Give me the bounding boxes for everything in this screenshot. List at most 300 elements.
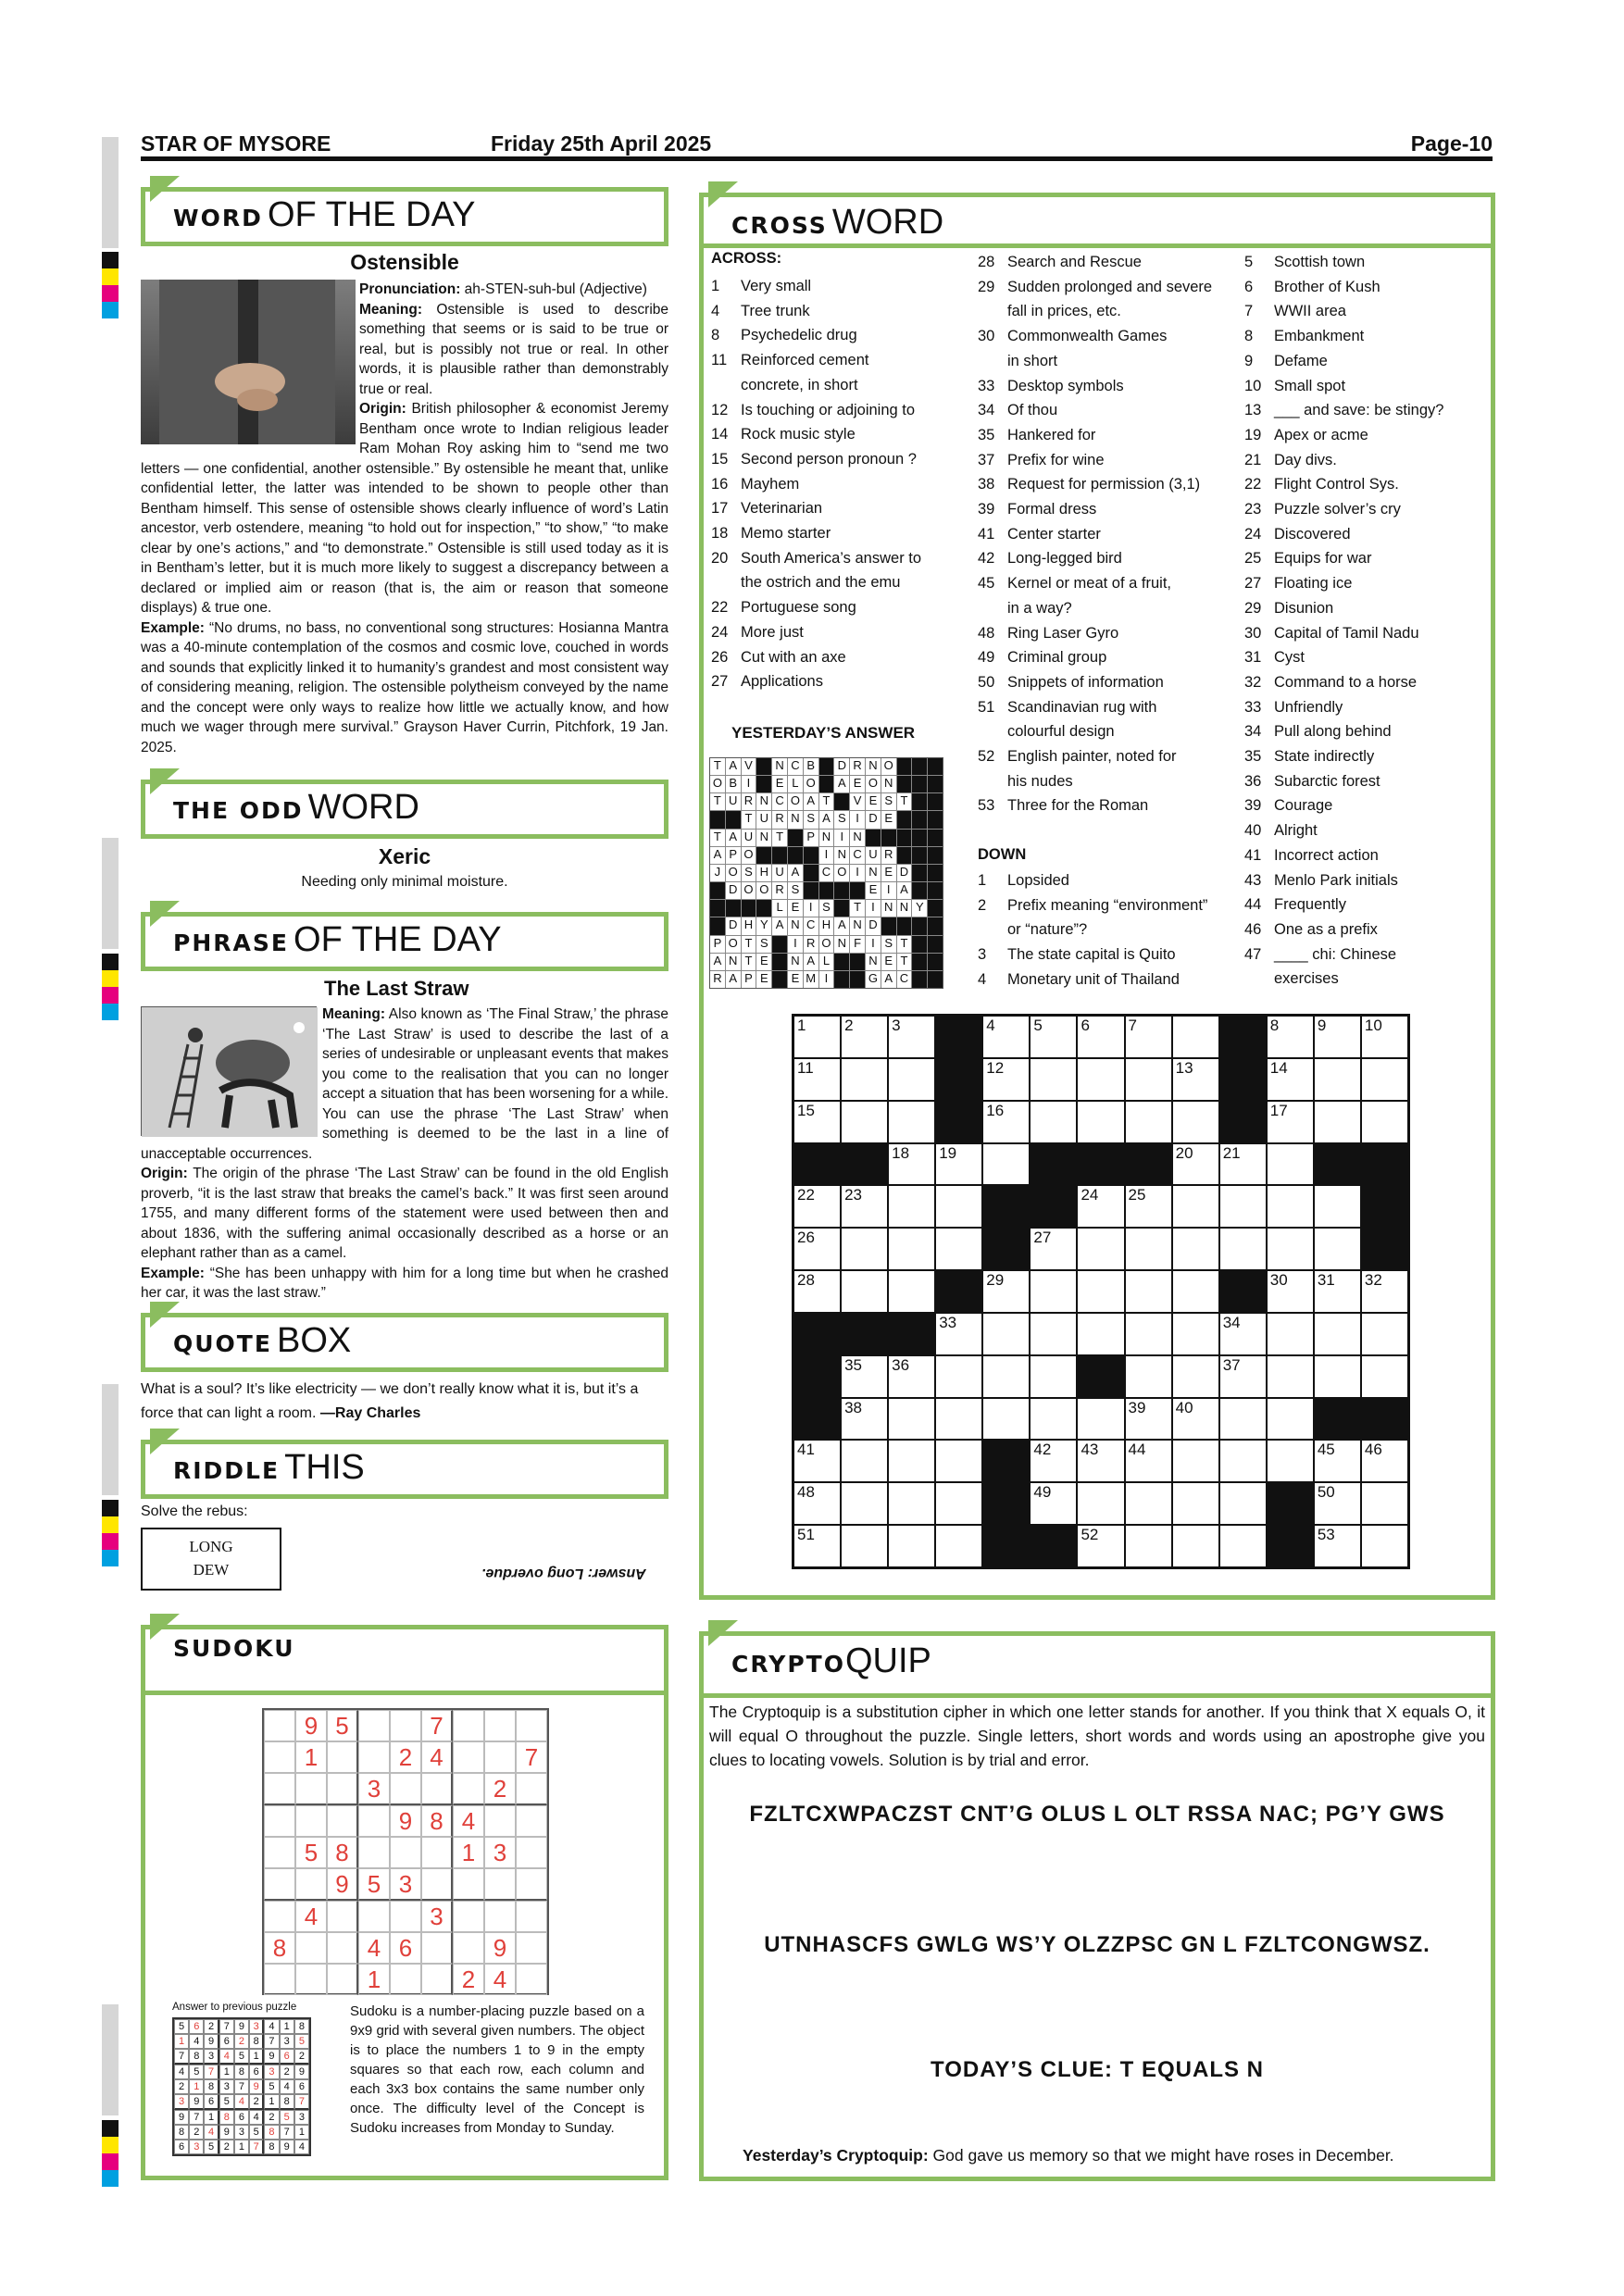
answer-cell [928,954,943,970]
crossword-cell[interactable] [936,1356,981,1397]
crossword-cell[interactable] [1315,1102,1360,1142]
answer-cell: 2 [204,2019,219,2034]
crossword-cell[interactable] [983,1399,1029,1440]
answer-cell: 7 [174,2049,189,2065]
crossword-cell[interactable] [1315,1229,1360,1269]
sudoku-cell[interactable]: 3 [484,1837,516,1868]
answer-cell: A [804,954,818,970]
sudoku-cell[interactable]: 5 [295,1837,327,1868]
sudoku-cell[interactable] [516,1932,547,1964]
crossword-cell[interactable] [983,1144,1029,1185]
answer-cell: T [897,936,912,953]
answer-cell: 9 [204,2034,219,2049]
sudoku-cell[interactable] [295,1773,327,1805]
sudoku-cell[interactable]: 1 [295,1741,327,1773]
crossword-cell[interactable] [1268,1399,1313,1440]
crossword-cell[interactable] [1315,1483,1360,1524]
clue-item: 7 WWII area [1244,303,1346,320]
quote-text: What is a soul? It’s like electricity — we don’t really know what it is, but it’s a force that can light a room. —Ray Charles [141,1381,639,1421]
sudoku-cell[interactable]: 3 [390,1868,421,1901]
crossword-cell[interactable] [1268,1186,1313,1227]
answer-cell: N [788,954,803,970]
sudoku-cell[interactable]: 1 [453,1837,484,1868]
crossword-cell[interactable] [1362,1483,1407,1524]
crossword-cell[interactable] [936,1314,981,1354]
answer-cell: 6 [204,2094,219,2110]
crossword-cell[interactable] [889,1186,934,1227]
odd-word: Xeric [378,844,431,868]
sudoku-cell[interactable] [295,1805,327,1837]
crossword-cell[interactable] [1268,1441,1313,1481]
crossword-cell[interactable] [842,1399,887,1440]
crossword-cell[interactable] [1078,1186,1123,1227]
sudoku-cell[interactable] [484,1710,516,1741]
answer-cell: 5 [264,2079,279,2094]
crossword-cell[interactable] [889,1441,934,1481]
crossword-cell[interactable] [842,1017,887,1057]
crossword-cell[interactable] [1031,1356,1076,1397]
sudoku-cell[interactable] [358,1741,390,1773]
sudoku-cell[interactable] [390,1837,421,1868]
answer-cell: B [804,758,818,775]
crossword-cell[interactable] [1268,1314,1313,1354]
crossword-cell[interactable] [1173,1102,1218,1142]
answer-cell: E [881,865,896,881]
crossword-cell[interactable] [936,1441,981,1481]
answer-cell: A [726,758,741,775]
sudoku-cell[interactable] [295,1868,327,1901]
crossword-cell[interactable] [1031,1102,1076,1142]
crossword-cell[interactable] [1078,1229,1123,1269]
sudoku-cell[interactable] [295,1964,327,1995]
answer-cell: 1 [294,2125,309,2140]
answer-cell: D [834,758,849,775]
crossword-cell[interactable] [1126,1483,1171,1524]
answer-cell: 1 [249,2049,264,2065]
crossword-cell[interactable] [842,1483,887,1524]
crossword-cell[interactable] [983,1017,1029,1057]
sudoku-cell[interactable] [327,1932,358,1964]
sudoku-cell[interactable] [358,1805,390,1837]
crossword-cell[interactable] [794,1017,840,1057]
clue-item: 28 Search and Rescue [978,254,1142,270]
clue-item: colourful design [1007,723,1115,741]
crossword-cell[interactable] [1173,1526,1218,1566]
clue-number: 31 [1317,1271,1335,1290]
sudoku-cell[interactable]: 4 [484,1964,516,1995]
sudoku-cell[interactable] [327,1901,358,1932]
sudoku-cell[interactable] [516,1805,547,1837]
crossword-cell[interactable] [1031,1441,1076,1481]
sudoku-cell[interactable]: 6 [390,1932,421,1964]
answer-cell: I [850,865,865,881]
crossword-cell[interactable] [1315,1186,1360,1227]
sudoku-cell[interactable] [264,1805,295,1837]
answer-cell: O [726,865,741,881]
crossword-cell[interactable] [936,1526,981,1566]
crossword-cell[interactable] [1220,1483,1266,1524]
crossword-cell[interactable] [794,1059,840,1100]
sudoku-cell[interactable]: 7 [516,1741,547,1773]
sudoku-cell[interactable] [390,1773,421,1805]
sudoku-cell[interactable]: 8 [421,1805,453,1837]
sudoku-cell[interactable]: 2 [390,1741,421,1773]
answer-cell: Y [756,917,771,934]
crossword-cell[interactable] [1362,1526,1407,1566]
crossword-cell[interactable] [1173,1441,1218,1481]
crossword-cell[interactable] [1315,1526,1360,1566]
crossword-cell[interactable] [1315,1314,1360,1354]
crossword-cell[interactable] [1220,1144,1266,1185]
answer-cell: I [834,830,849,846]
crossword-cell[interactable] [889,1144,934,1185]
crossword-cell[interactable] [1078,1399,1123,1440]
clue-number: 17 [1269,1101,1288,1119]
crossword-cell[interactable] [1362,1102,1407,1142]
corner-tab [150,901,180,927]
answer-cell [912,811,927,828]
sudoku-cell[interactable] [453,1868,484,1901]
previous-sudoku-answer [172,2017,311,2156]
corner-tab [708,1620,738,1646]
black-square [842,1314,887,1354]
sudoku-cell[interactable]: 8 [327,1837,358,1868]
crossword-cell[interactable] [1126,1059,1171,1100]
crossword-cell[interactable] [1173,1399,1218,1440]
sudoku-cell[interactable]: 9 [390,1805,421,1837]
crossword-cell[interactable] [1268,1271,1313,1312]
crossword-cell[interactable] [1173,1229,1218,1269]
answer-cell: I [866,900,881,917]
sudoku-cell[interactable] [295,1932,327,1964]
sudoku-cell[interactable] [390,1901,421,1932]
sudoku-cell[interactable]: 3 [421,1901,453,1932]
clue-item: concrete, in short [741,376,858,393]
sudoku-cell[interactable] [516,1837,547,1868]
crossword-cell[interactable] [1031,1314,1076,1354]
crossword-cell[interactable] [1078,1017,1123,1057]
answer-cell [928,758,943,775]
crossword-cell[interactable] [1173,1059,1218,1100]
sudoku-cell[interactable] [516,1868,547,1901]
clue-item: 2 Prefix meaning “environment” [978,896,1208,914]
crossword-cell[interactable] [1031,1483,1076,1524]
crossword-cell[interactable] [1315,1271,1360,1312]
sudoku-cell[interactable] [421,1837,453,1868]
sudoku-cell[interactable] [484,1805,516,1837]
crossword-cell[interactable] [1362,1059,1407,1100]
sudoku-cell[interactable] [264,1710,295,1741]
crossword-cell[interactable] [889,1526,934,1566]
crossword-cell[interactable] [1078,1059,1123,1100]
crossword-cell[interactable] [842,1526,887,1566]
sudoku-cell[interactable] [421,1868,453,1901]
crossword-cell[interactable] [1173,1144,1218,1185]
crossword-cell[interactable] [1078,1271,1123,1312]
clue-item: 9 Defame [1244,352,1328,369]
crossword-cell[interactable] [794,1526,840,1566]
corner-tab [708,181,738,207]
answer-cell: 8 [294,2019,309,2034]
crossword-cell[interactable] [1173,1017,1218,1057]
crossword-cell[interactable] [1126,1399,1171,1440]
answer-cell: R [772,882,787,899]
crossword-cell[interactable] [1173,1314,1218,1354]
sudoku-cell[interactable] [264,1901,295,1932]
crossword-cell[interactable] [1126,1271,1171,1312]
answer-cell: O [881,758,896,775]
sudoku-cell[interactable] [264,1868,295,1901]
crossword-cell[interactable] [1220,1399,1266,1440]
answer-cell: E [866,793,881,810]
sudoku-cell[interactable] [516,1710,547,1741]
crossword-cell[interactable] [1173,1186,1218,1227]
clue-number: 37 [1222,1355,1241,1374]
crossword-cell[interactable] [1031,1271,1076,1312]
crossword-cell[interactable] [842,1059,887,1100]
answer-cell: S [756,936,771,953]
sudoku-cell[interactable] [453,1741,484,1773]
sudoku-cell[interactable] [516,1964,547,1995]
sudoku-cell[interactable] [327,1741,358,1773]
sudoku-cell[interactable]: 4 [421,1741,453,1773]
crossword-cell[interactable] [1078,1483,1123,1524]
crossword-cell[interactable] [983,1356,1029,1397]
crossword-cell[interactable] [794,1441,840,1481]
crossword-cell[interactable] [1220,1526,1266,1566]
answer-cell: U [756,811,771,828]
crossword-cell[interactable] [1362,1271,1407,1312]
crossword-cell[interactable] [1268,1229,1313,1269]
crossword-cell[interactable] [1173,1271,1218,1312]
crossword-cell[interactable] [842,1102,887,1142]
sudoku-cell[interactable] [390,1964,421,1995]
crossword-cell[interactable] [1126,1526,1171,1566]
black-square [1362,1229,1407,1269]
answer-cell: 6 [189,2019,204,2034]
crossword-cell[interactable] [1220,1441,1266,1481]
crossword-cell[interactable] [889,1483,934,1524]
answer-cell: O [866,776,881,792]
crossword-cell[interactable] [842,1271,887,1312]
crossword-cell[interactable] [889,1356,934,1397]
crossword-cell[interactable] [794,1186,840,1227]
answer-cell: V [850,793,865,810]
crossword-cell[interactable] [794,1102,840,1142]
clue-item: 16 Mayhem [711,475,800,493]
clue-item: 13 ___ and save: be stingy? [1244,402,1444,419]
crossword-cell[interactable] [842,1186,887,1227]
answer-cell [772,936,787,953]
black-square [1078,1144,1123,1185]
sudoku-cell[interactable] [264,1741,295,1773]
crossword-cell[interactable] [983,1059,1029,1100]
answer-cell: U [772,865,787,881]
sudoku-cell[interactable] [421,1932,453,1964]
crossword-cell[interactable] [983,1314,1029,1354]
crossword-cell[interactable] [983,1271,1029,1312]
answer-cell: 5 [280,2110,294,2125]
answer-cell [819,882,834,899]
sudoku-description: Sudoku is a number-placing puzzle based on a 9x9 grid with several given numbers. The object is to place the numbers 1 to 9 in the empty squares so that each row, each column and each 3x3 box contains the same number only once. The difficulty level of the Concept is Sudoku increases from Monday to Sunday. [350,2003,644,2136]
answer-cell [804,882,818,899]
crossword-cell[interactable] [1268,1102,1313,1142]
crossword-cell[interactable] [1173,1483,1218,1524]
crossword-cell[interactable] [794,1229,840,1269]
crossword-cell[interactable] [1126,1017,1171,1057]
sudoku-cell[interactable] [358,1901,390,1932]
answer-cell: I [881,882,896,899]
sudoku-cell[interactable] [484,1868,516,1901]
crossword-cell[interactable] [1268,1144,1313,1185]
crossword-cell[interactable] [1315,1356,1360,1397]
crossword-cell[interactable] [1078,1526,1123,1566]
crossword-cell[interactable] [842,1441,887,1481]
crossword-cell[interactable] [1362,1356,1407,1397]
sudoku-cell[interactable]: 7 [421,1710,453,1741]
sudoku-cell[interactable]: 9 [327,1868,358,1901]
crossword-cell[interactable] [1031,1229,1076,1269]
crossword-cell[interactable] [1126,1102,1171,1142]
crossword-cell[interactable] [1031,1017,1076,1057]
sudoku-cell[interactable]: 4 [453,1805,484,1837]
answer-cell: N [756,793,771,810]
answer-cell: I [804,900,818,917]
crossword-cell[interactable] [936,1483,981,1524]
crossword-cell[interactable] [794,1271,840,1312]
black-square [983,1526,1029,1566]
answer-cell: 4 [264,2019,279,2034]
crossword-cell[interactable] [889,1399,934,1440]
sudoku-cell[interactable]: 1 [358,1964,390,1995]
sudoku-cell[interactable] [421,1964,453,1995]
sudoku-cell[interactable] [484,1901,516,1932]
sudoku-cell[interactable]: 3 [358,1773,390,1805]
answer-cell: C [772,793,787,810]
answer-cell: N [788,811,803,828]
sudoku-cell[interactable] [358,1837,390,1868]
black-square [1078,1356,1123,1397]
sudoku-cell[interactable]: 2 [484,1773,516,1805]
answer-cell [912,830,927,846]
sudoku-cell[interactable] [327,1805,358,1837]
crossword-cell[interactable] [1126,1186,1171,1227]
sudoku-cell[interactable]: 4 [295,1901,327,1932]
sudoku-grid[interactable] [262,1708,549,1995]
crossword-cell[interactable] [889,1229,934,1269]
sudoku-cell[interactable]: 9 [484,1932,516,1964]
sudoku-cell[interactable]: 2 [453,1964,484,1995]
sudoku-cell[interactable] [421,1773,453,1805]
crossword-cell[interactable] [1315,1059,1360,1100]
crossword-cell[interactable] [889,1059,934,1100]
sudoku-cell[interactable] [453,1901,484,1932]
crossword-cell[interactable] [1220,1356,1266,1397]
crossword-cell[interactable] [936,1186,981,1227]
crossword-cell[interactable] [1362,1017,1407,1057]
crossword-cell[interactable] [794,1483,840,1524]
crossword-cell[interactable] [1126,1356,1171,1397]
sudoku-cell[interactable] [516,1901,547,1932]
answer-cell: N [756,830,771,846]
crossword-cell[interactable] [1220,1314,1266,1354]
sudoku-cell[interactable] [453,1932,484,1964]
crossword-cell[interactable] [1031,1399,1076,1440]
crossword-cell[interactable] [1126,1229,1171,1269]
crossword-cell[interactable] [1031,1059,1076,1100]
crossword-cell[interactable] [1268,1017,1313,1057]
crossword-cell[interactable] [842,1356,887,1397]
crossword-cell[interactable] [1078,1441,1123,1481]
crossword-cell[interactable] [1126,1441,1171,1481]
sudoku-cell[interactable] [453,1773,484,1805]
crossword-cell[interactable] [936,1144,981,1185]
crossword-cell[interactable] [1268,1059,1313,1100]
sudoku-cell[interactable]: 4 [358,1932,390,1964]
crossword-cell[interactable] [1220,1186,1266,1227]
black-square [794,1399,840,1440]
crossword-cell[interactable] [1173,1356,1218,1397]
sudoku-cell[interactable] [327,1964,358,1995]
crossword-cell[interactable] [889,1102,934,1142]
sudoku-cell[interactable]: 8 [264,1932,295,1964]
answer-cell: 2 [174,2079,189,2094]
crossword-cell[interactable] [1362,1441,1407,1481]
sudoku-cell[interactable] [264,1964,295,1995]
answer-cell: 4 [234,2094,249,2110]
sudoku-cell[interactable] [453,1710,484,1741]
clue-number: 3 [892,1017,901,1034]
sudoku-cell[interactable] [327,1773,358,1805]
sudoku-cell[interactable] [264,1837,295,1868]
sudoku-cell[interactable]: 9 [295,1710,327,1741]
crossword-cell[interactable] [1315,1017,1360,1057]
crossword-cell[interactable] [1362,1314,1407,1354]
answer-cell: T [742,811,756,828]
answer-cell: R [881,847,896,864]
crossword-cell[interactable] [1268,1356,1313,1397]
crossword-cell[interactable] [983,1102,1029,1142]
sudoku-cell[interactable] [516,1773,547,1805]
odd-word-meaning: Needing only minimal moisture. [301,874,508,890]
sudoku-cell[interactable] [390,1710,421,1741]
answer-cell: C [788,758,803,775]
cipher-line-1: FZLTCXWPACZST CNT’G OLUS L OLT RSSA NAC; PG’Y GWS [749,1802,1445,1827]
answer-cell: L [772,900,787,917]
sudoku-cell[interactable] [484,1741,516,1773]
sudoku-cell[interactable]: 5 [358,1868,390,1901]
page-header [141,130,1493,161]
crossword-grid[interactable] [792,1014,1410,1569]
sudoku-cell[interactable]: 5 [327,1710,358,1741]
crossword-cell[interactable] [936,1399,981,1440]
crossword-cell[interactable] [936,1229,981,1269]
crossword-cell[interactable] [889,1017,934,1057]
clue-number: 28 [797,1271,815,1290]
crossword-cell[interactable] [889,1271,934,1312]
crossword-cell[interactable] [1078,1102,1123,1142]
sudoku-cell[interactable] [358,1710,390,1741]
crossword-cell[interactable] [842,1229,887,1269]
crossword-cell[interactable] [1078,1314,1123,1354]
crossword-cell[interactable] [1315,1441,1360,1481]
sudoku-cell[interactable] [264,1773,295,1805]
crossword-cell[interactable] [1220,1229,1266,1269]
clue-number: 44 [1128,1441,1146,1459]
crossword-cell[interactable] [1126,1314,1171,1354]
clue-item: 20 South America’s answer to [711,549,922,567]
answer-cell [928,865,943,881]
